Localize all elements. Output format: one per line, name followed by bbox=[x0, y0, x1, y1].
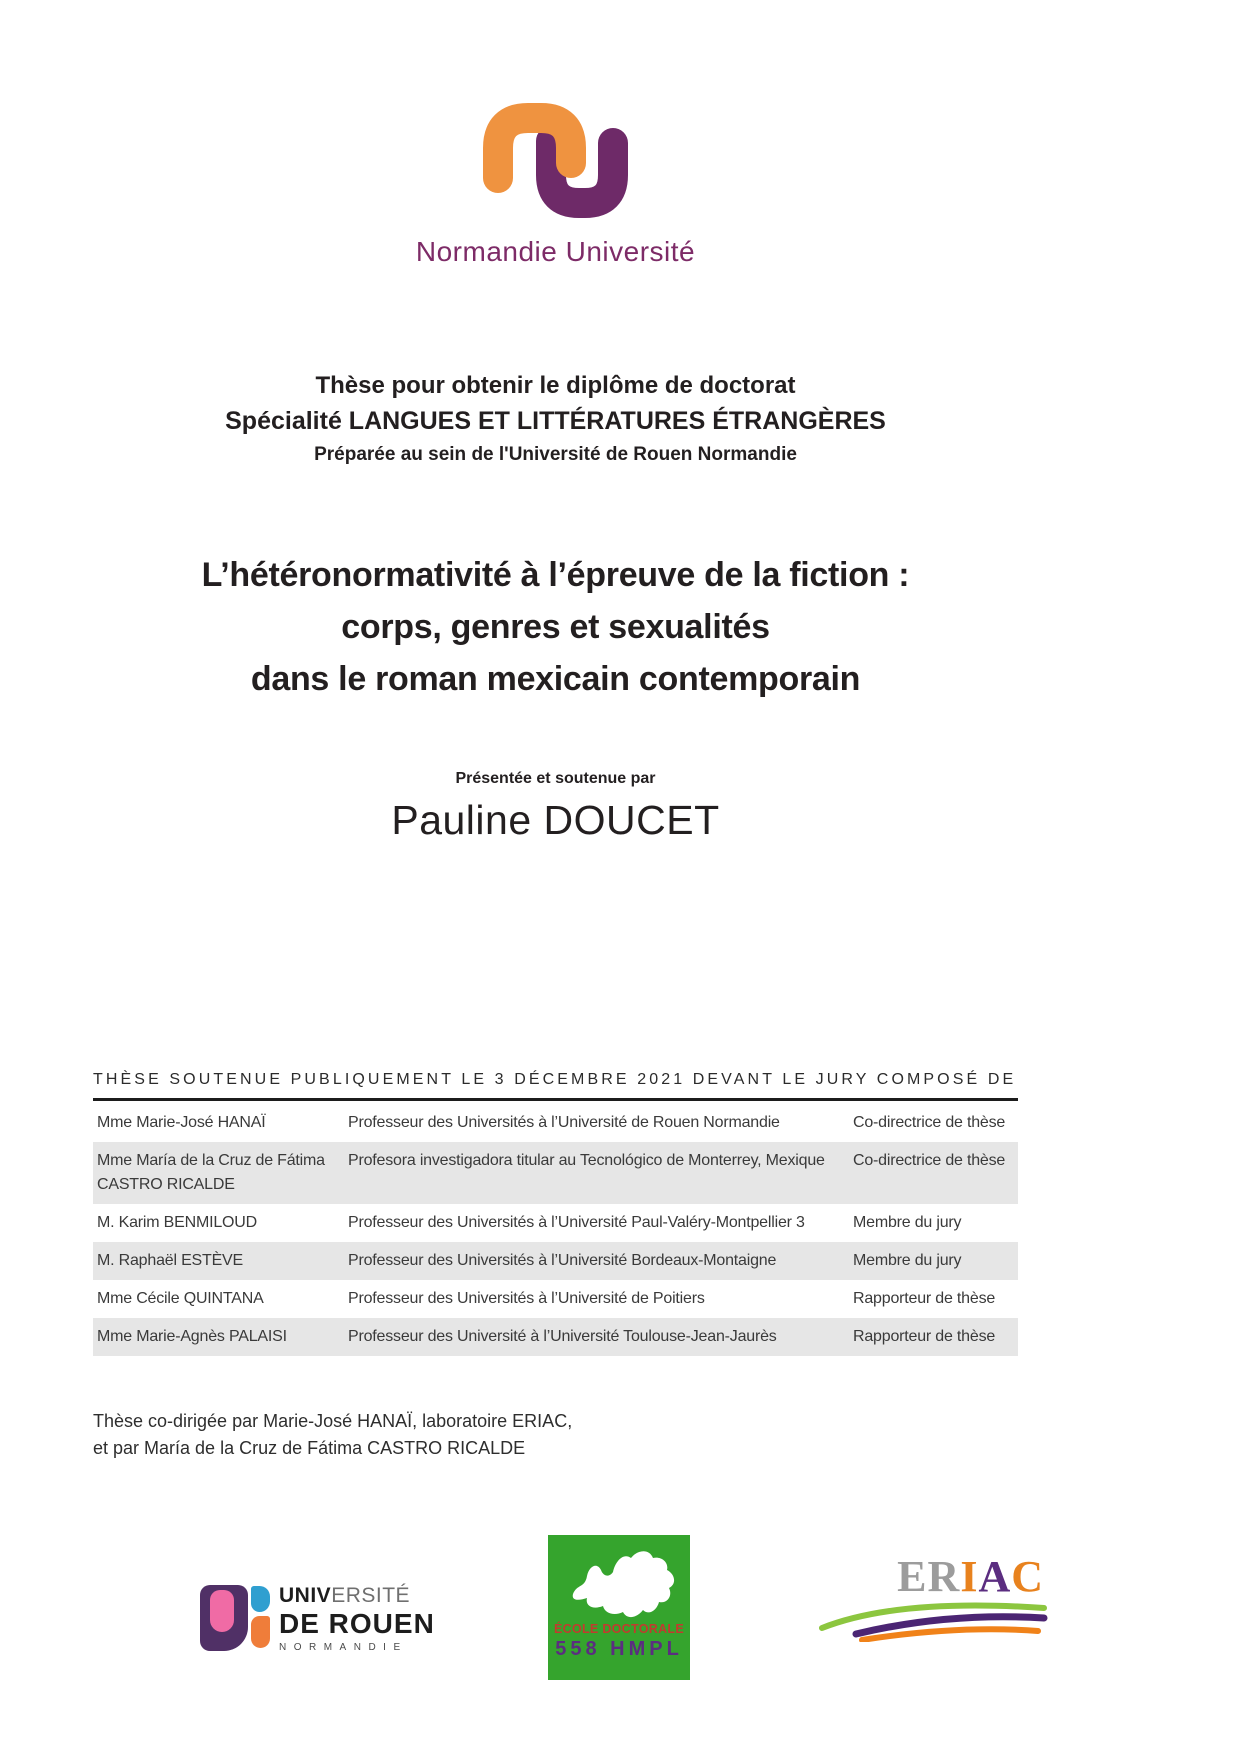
speciality-line: Spécialité LANGUES ET LITTÉRATURES ÉTRANGÈRES bbox=[225, 407, 886, 435]
jury-member-role: Co-directrice de thèse bbox=[853, 1114, 1006, 1131]
jury-row bbox=[93, 1318, 1018, 1356]
universite-rouen-logo bbox=[200, 1585, 435, 1653]
jury-member-position: Professeur des Universités à l’Université de Poitiers bbox=[348, 1290, 705, 1307]
ecole-doctorale-number: 558 HMPL bbox=[555, 1638, 683, 1660]
brand-wordmark: Normandie Université bbox=[415, 236, 696, 267]
jury-member-role: Co-directrice de thèse bbox=[853, 1152, 1006, 1169]
normandy-map-icon bbox=[559, 1542, 679, 1624]
jury-section bbox=[93, 1071, 1018, 1356]
jury-member-role: Rapporteur de thèse bbox=[853, 1290, 996, 1307]
normandie-universite-logomark-icon bbox=[481, 103, 631, 229]
jury-row bbox=[93, 1104, 1018, 1142]
jury-row bbox=[93, 1142, 1018, 1204]
jury-member-name: M. Raphaël ESTÈVE bbox=[97, 1252, 243, 1269]
jury-member-position: Professeur des Université à l’Université Toulouse-Jean-Jaurès bbox=[348, 1328, 777, 1345]
rouen-line3: NORMANDIE bbox=[279, 1642, 408, 1653]
jury-member-name: Mme María de la Cruz de Fátima CASTRO RICALDE bbox=[97, 1152, 325, 1193]
ecole-doctorale-logo bbox=[548, 1535, 690, 1680]
rouen-line2: DE ROUEN bbox=[279, 1608, 435, 1639]
jury-member-position: Professeur des Universités à l’Université de Rouen Normandie bbox=[348, 1114, 780, 1131]
degree-line: Thèse pour obtenir le diplôme de doctorat bbox=[315, 372, 796, 399]
author-intro: Présentée et soutenue par bbox=[455, 770, 656, 787]
jury-row bbox=[93, 1242, 1018, 1280]
author-block bbox=[93, 770, 1018, 844]
jury-member-position: Professeur des Universités à l’Université Paul-Valéry-Montpellier 3 bbox=[348, 1214, 805, 1231]
thesis-title-line3: dans le roman mexicain contemporain bbox=[250, 660, 861, 698]
jury-member-role: Membre du jury bbox=[853, 1214, 962, 1231]
jury-heading: THÈSE SOUTENUE PUBLIQUEMENT LE 3 DÉCEMBRE 2021 DEVANT LE JURY COMPOSÉ DE bbox=[93, 1071, 1017, 1088]
jury-member-name: Mme Cécile QUINTANA bbox=[97, 1290, 264, 1307]
thesis-title bbox=[93, 549, 1018, 705]
jury-table bbox=[93, 1104, 1018, 1356]
thesis-title-line2: corps, genres et sexualités bbox=[341, 608, 770, 646]
author-name: Pauline DOUCET bbox=[391, 797, 720, 843]
universite-rouen-logomark-icon bbox=[200, 1585, 270, 1653]
jury-divider bbox=[93, 1098, 1018, 1101]
institution-line: Préparée au sein de l'Université de Rouen Normandie bbox=[314, 444, 797, 465]
jury-member-role: Rapporteur de thèse bbox=[853, 1328, 996, 1345]
jury-member-role: Membre du jury bbox=[853, 1252, 962, 1269]
codirection-line1: Thèse co-dirigée par Marie-José HANAÏ, laboratoire ERIAC, bbox=[93, 1411, 573, 1431]
jury-member-position: Profesora investigadora titular au Tecnológico de Monterrey, Mexique bbox=[348, 1152, 825, 1169]
rouen-name: UNIVERSITÉ bbox=[279, 1584, 411, 1607]
eriac-logo bbox=[818, 1552, 1048, 1642]
jury-member-name: Mme Marie-José HANAÏ bbox=[97, 1114, 266, 1131]
codirection-line2: et par María de la Cruz de Fátima CASTRO RICALDE bbox=[93, 1438, 526, 1458]
jury-member-name: Mme Marie-Agnès PALAISI bbox=[97, 1328, 287, 1345]
normandie-universite-logo bbox=[93, 103, 1018, 268]
degree-header bbox=[93, 372, 1018, 466]
jury-row bbox=[93, 1204, 1018, 1242]
thesis-title-line1: L’hétéronormativité à l’épreuve de la fiction : bbox=[201, 556, 910, 594]
ecole-doctorale-label: ÉCOLE DOCTORALE bbox=[554, 1622, 684, 1636]
codirection-note bbox=[93, 1408, 1018, 1462]
jury-member-position: Professeur des Universités à l’Université Bordeaux-Montaigne bbox=[348, 1252, 777, 1269]
jury-row bbox=[93, 1280, 1018, 1318]
eriac-wordmark: ERIAC bbox=[897, 1552, 1044, 1601]
jury-member-name: M. Karim BENMILOUD bbox=[97, 1214, 257, 1231]
